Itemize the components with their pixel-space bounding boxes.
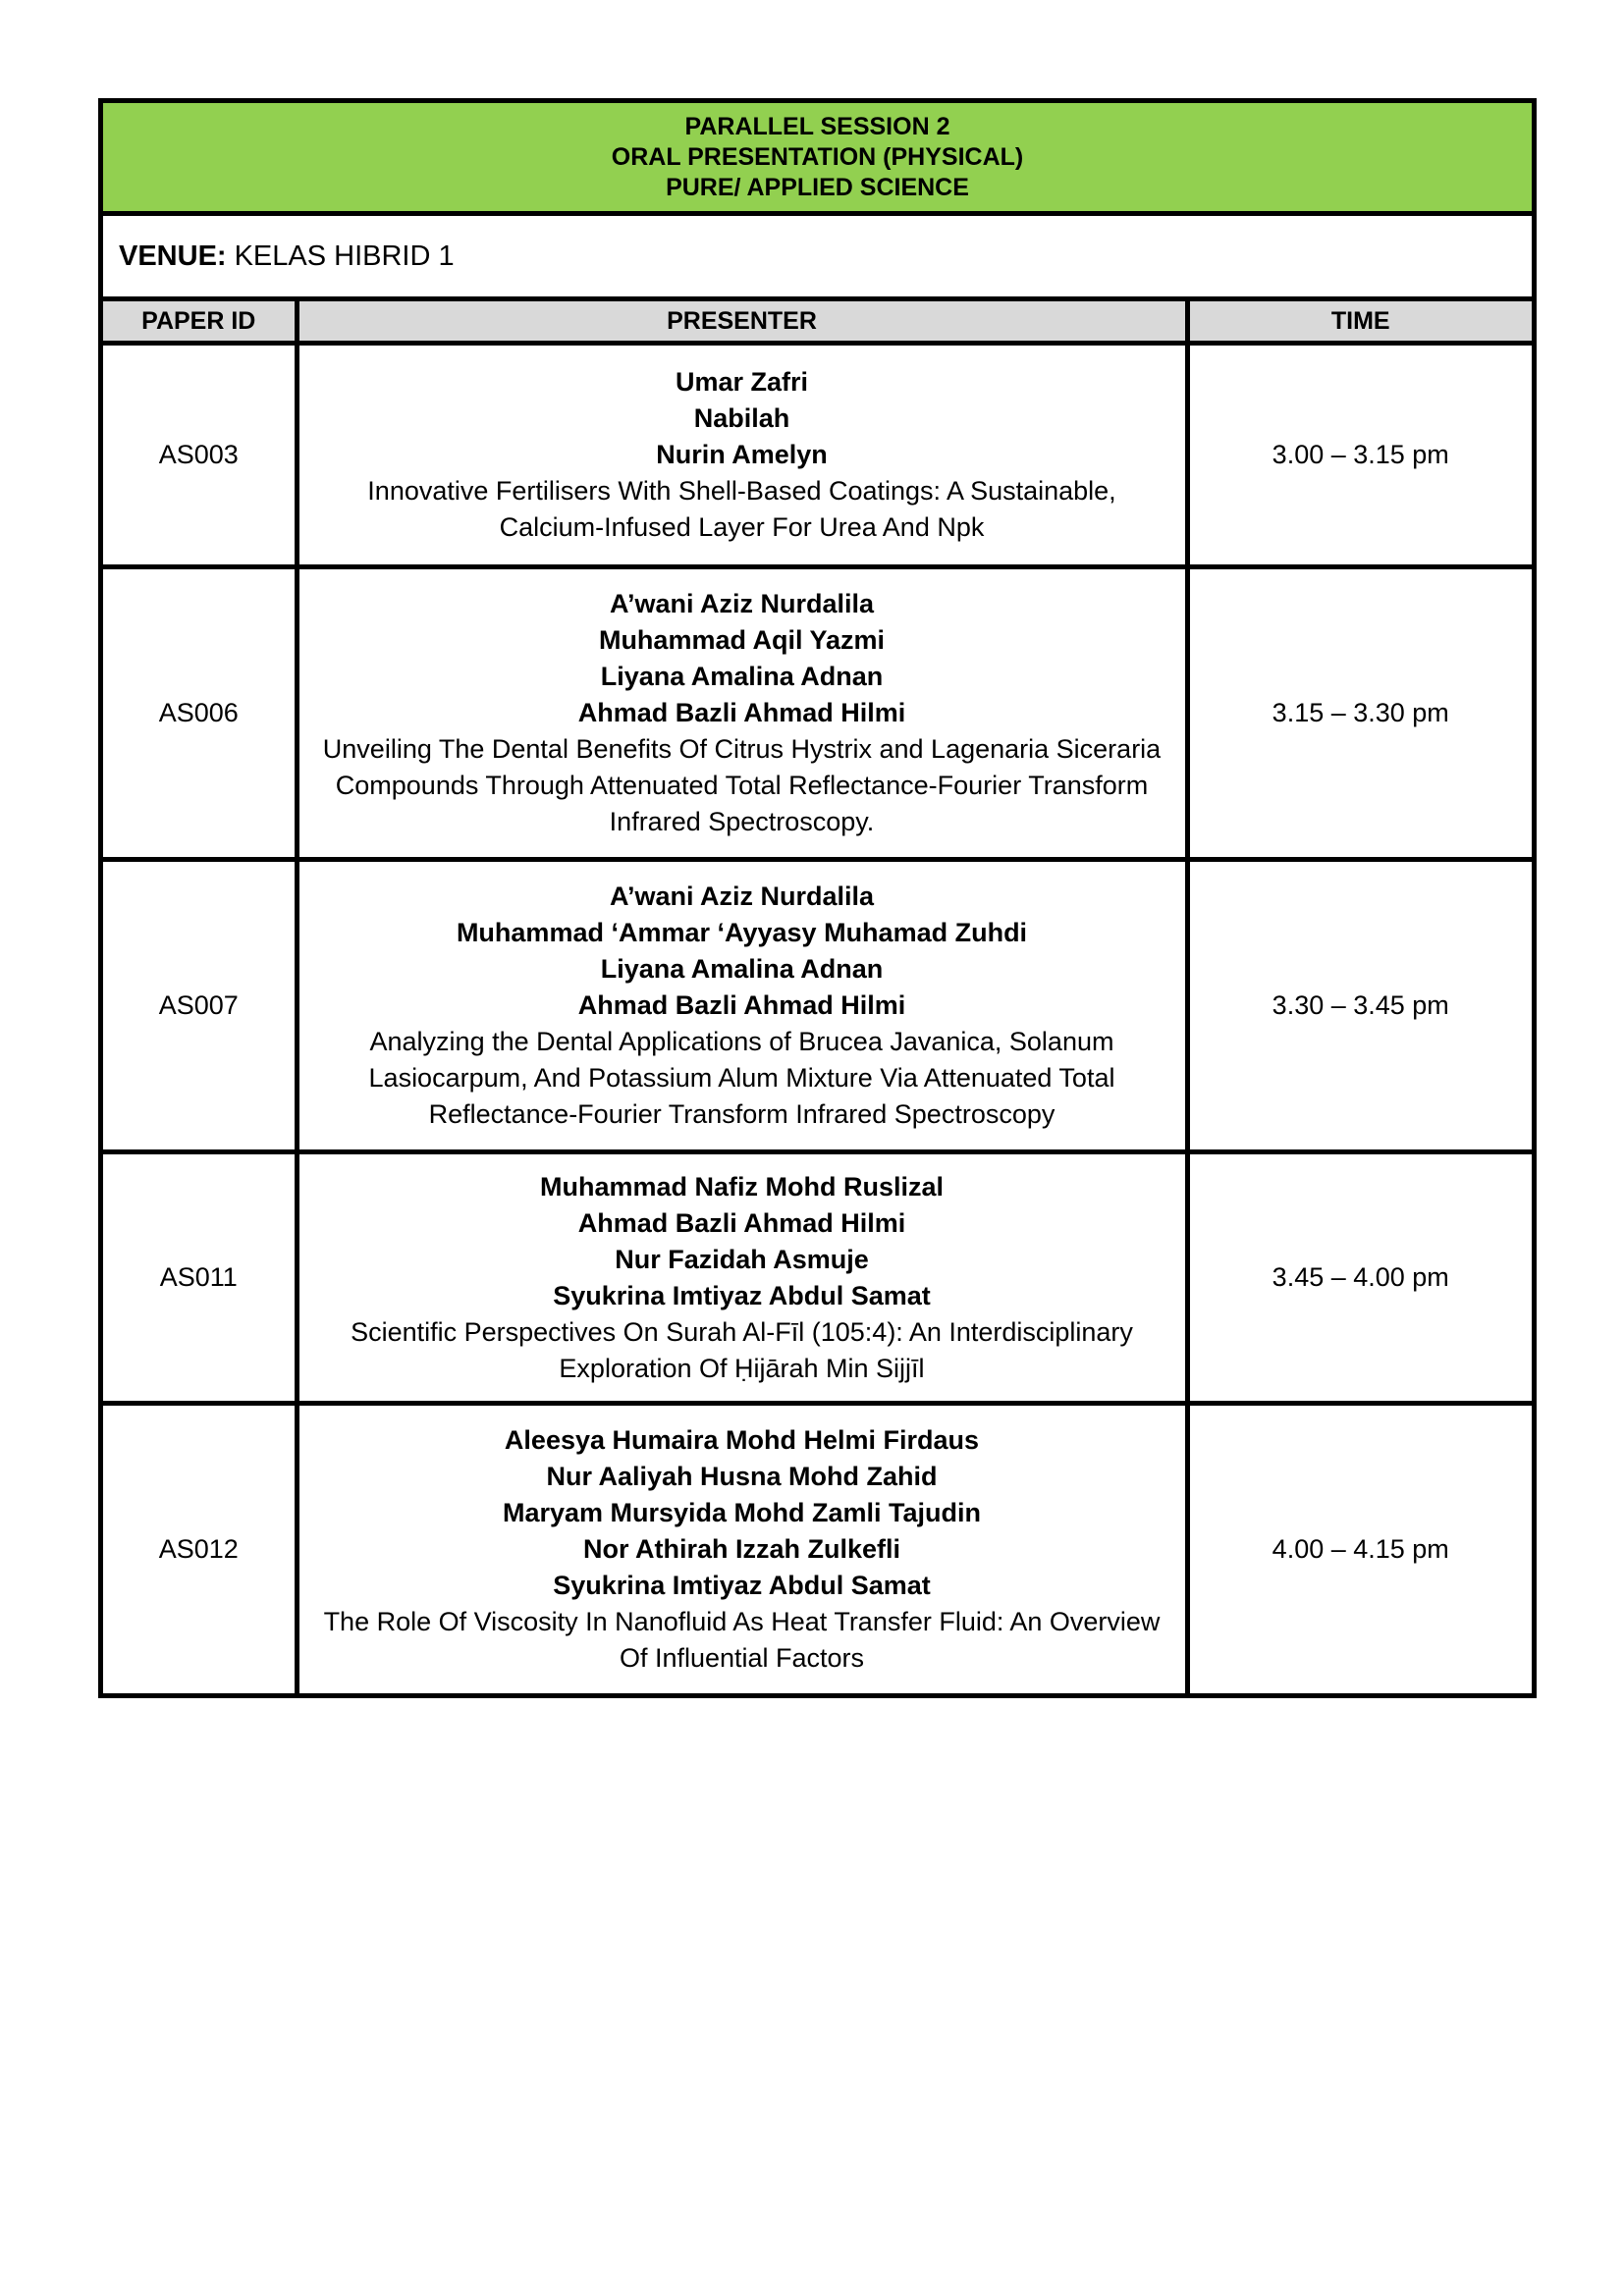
venue-label: VENUE: [119,240,227,272]
time-cell: 3.30 – 3.45 pm [1187,860,1532,1152]
presenter-cell [297,860,1187,1152]
paper-id-cell: AS003 [158,440,239,469]
column-header-paper-id: PAPER ID [103,301,297,344]
paper-id-cell: AS012 [103,1404,297,1693]
presentation-type: ORAL PRESENTATION (PHYSICAL) [611,142,1024,171]
author-name: Nur Fazidah Asmuje [615,1244,869,1274]
presenter-cell [297,344,1187,567]
table-row [103,860,1532,1152]
author-name: Nor Athirah Izzah Zulkefli [582,1533,901,1564]
author-name: Liyana Amalina Adnan [600,662,884,691]
time-cell: 3.15 – 3.30 pm [1187,567,1532,860]
author-name: Nurin Amelyn [656,440,828,469]
paper-title: The Role Of Viscosity In Nanofluid As Heat Transfer Fluid: An Overview Of Influential Factors [323,1606,1161,1673]
author-name: Ahmad Bazli Ahmad Hilmi [577,698,906,727]
venue-row [103,216,1532,301]
paper-id-cell: AS006 [103,567,297,860]
table-row [103,1404,1532,1693]
column-header-time: TIME [1187,301,1532,344]
presentation-table [103,301,1532,1693]
author-name: Maryam Mursyida Mohd Zamli Tajudin [502,1497,982,1527]
table-row [103,344,1532,567]
author-name: Liyana Amalina Adnan [600,954,884,984]
author-name: Ahmad Bazli Ahmad Hilmi [577,1207,906,1238]
author-name: Muhammad Nafiz Mohd Ruslizal [539,1171,945,1201]
table-row [103,567,1532,860]
paper-title: Analyzing the Dental Applications of Brucea Javanica, Solanum Lasiocarpum, And Potassium Alum Mixture Via Attenuated Total Reflectance-Fourier Transform Infrared Spectroscopy [368,1027,1115,1129]
session-banner [103,103,1532,216]
session-title: PARALLEL SESSION 2 [684,112,950,140]
table-header-row [103,301,1532,344]
author-name: Nabilah [693,403,790,433]
paper-title: Innovative Fertilisers With Shell-Based Coatings: A Sustainable, Calcium-Infused Layer For Urea And Npk [367,476,1116,542]
paper-title: Unveiling The Dental Benefits Of Citrus Hystrix and Lagenaria Siceraria Compounds Through Attenuated Total Reflectance-Fourier Transform Infrared Spectroscopy. [322,734,1162,836]
author-name: Syukrina Imtiyaz Abdul Samat [553,1570,931,1600]
table-row [103,1152,1532,1404]
author-name: Ahmad Bazli Ahmad Hilmi [577,990,906,1020]
author-name: Umar Zafri [675,367,809,397]
time-cell: 4.00 – 4.15 pm [1187,1404,1532,1693]
author-name: Syukrina Imtiyaz Abdul Samat [553,1280,931,1310]
session-schedule [98,98,1537,1698]
paper-id-cell: AS011 [103,1152,297,1404]
author-name: Muhammad Aqil Yazmi [598,625,886,655]
presenter-cell [297,1404,1187,1693]
time-cell: 3.00 – 3.15 pm [1187,344,1532,567]
paper-title: Scientific Perspectives On Surah Al-Fīl (105:4): An Interdisciplinary Exploration Of Ḥijārah Min Sijjīl [351,1316,1133,1383]
author-name: A’wani Aziz Nurdalila [609,881,875,911]
venue-value: KELAS HIBRID 1 [234,240,455,272]
presenter-cell [297,1152,1187,1404]
column-header-presenter: PRESENTER [297,301,1187,344]
time-cell: 3.45 – 4.00 pm [1187,1152,1532,1404]
author-name: Aleesya Humaira Mohd Helmi Firdaus [504,1424,980,1455]
paper-id-cell: AS007 [103,860,297,1152]
author-name: Muhammad ‘Ammar ‘Ayyasy Muhamad Zuhdi [456,918,1028,947]
session-category: PURE/ APPLIED SCIENCE [666,173,969,201]
author-name: A’wani Aziz Nurdalila [609,589,875,618]
presenter-cell [297,567,1187,860]
author-name: Nur Aaliyah Husna Mohd Zahid [546,1461,938,1491]
